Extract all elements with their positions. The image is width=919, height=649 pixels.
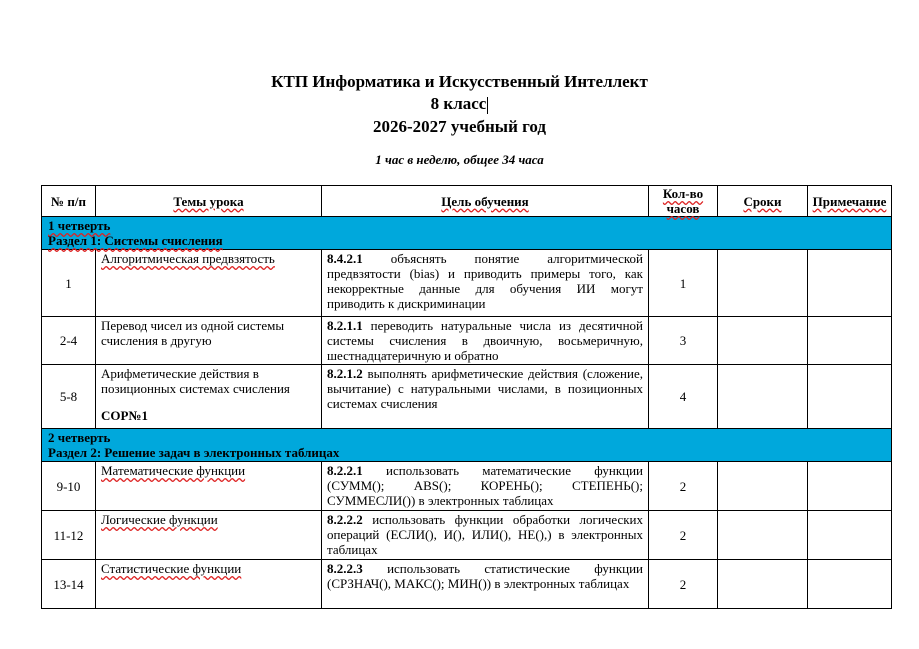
table-row [42,462,892,511]
goal-text: выполнять арифметические действия (сложение, вычитание) с натуральными числами, в позиционных системах счисления [327,366,643,411]
row-num: 5-8 [42,365,96,429]
section-title: Раздел 2: Решение задач в электронных таблицах [48,445,340,460]
goal-code: 8.2.1.2 [327,366,363,381]
goal-text: использовать функции обработки логических операций (ЕСЛИ(), И(), ИЛИ(), НЕ(),) в электронных таблицах [327,512,644,557]
table-row [42,511,892,560]
section-cell [42,429,892,462]
header-goal [322,186,649,217]
topic-text: Арифметические действия в позиционных системах счисления [101,366,290,396]
header-hours-label: Кол-во часов [662,186,704,216]
goal-text: объяснять понятие алгоритмической предвзятости (bias) и приводить примеры того, как некорректные данные для обучения ИИ могут приводить к дискриминации [327,251,644,311]
header-notes [808,186,892,217]
row-num: 9-10 [42,462,96,511]
row-goal [322,250,649,317]
row-hours: 2 [649,560,718,609]
assessment-label: СОР№1 [101,408,149,423]
row-notes [808,560,892,609]
row-num: 1 [42,250,96,317]
header-topic [96,186,322,217]
header-goal-label: Цель обучения [441,193,529,209]
row-notes [808,365,892,429]
table-header-row [42,186,892,217]
section-title: Раздел 1: Системы счисления [48,233,223,248]
row-goal [322,511,649,560]
header-notes-label: Примечание [812,193,887,209]
goal-code: 8.2.1.1 [327,318,363,333]
header-dates [718,186,808,217]
row-goal [322,560,649,609]
quarter-label: 1 четверть [48,218,111,233]
row-dates [718,560,808,609]
row-topic [96,462,322,511]
row-notes [808,511,892,560]
class-label: 8 класс [430,94,487,113]
row-topic [96,511,322,560]
header-num: № п/п [42,186,96,217]
row-topic [96,560,322,609]
section-row [42,429,892,462]
row-hours: 1 [649,250,718,317]
row-hours: 2 [649,462,718,511]
row-goal [322,317,649,365]
header-dates-label: Сроки [743,193,782,209]
row-hours: 3 [649,317,718,365]
row-num: 13-14 [42,560,96,609]
row-notes [808,317,892,365]
topic-text: Математические функции [101,463,246,478]
goal-code: 8.2.2.1 [327,463,363,478]
goal-code: 8.4.2.1 [327,251,363,266]
row-dates [718,317,808,365]
row-dates [718,250,808,317]
row-goal [322,365,649,429]
row-num: 11-12 [42,511,96,560]
row-num: 2-4 [42,317,96,365]
row-notes [808,250,892,317]
row-topic: Перевод чисел из одной системы счисления в другую [96,317,322,365]
header-hours [649,186,718,217]
header-topic-label: Темы урока [173,193,244,209]
school-year: 2026-2027 учебный год [372,117,547,136]
curriculum-table [41,185,892,609]
goal-text: переводить натуральные числа из десятичной системы счисления в двоичную, восьмеричную, шестнадцатеричную и обратно [327,318,643,363]
text-cursor [487,97,488,114]
row-goal [322,462,649,511]
row-dates [718,511,808,560]
topic-text: Логические функции [101,512,218,527]
row-dates [718,365,808,429]
row-dates [718,462,808,511]
quarter-label: 2 четверть [48,430,111,445]
row-topic [96,250,322,317]
table-row [42,365,892,429]
goal-text: использовать статистические функции (СРЗНАЧ(), МАКС(); МИН()) в электронных таблицах [327,561,644,591]
table-row [42,560,892,609]
row-topic [96,365,322,429]
row-notes [808,462,892,511]
table-row [42,317,892,365]
row-hours: 4 [649,365,718,429]
topic-text: Статистические функции [101,561,242,576]
topic-text: Алгоритмическая предвзятость [101,251,275,266]
goal-text: использовать математические функции (СУММ(); ABS(); КОРЕНЬ(); СТЕПЕНЬ(); СУММЕСЛИ()) в электронных таблицах [327,463,644,508]
table-row [42,250,892,317]
hours-summary: 1 час в неделю, общее 34 часа [375,152,544,167]
section-cell [42,217,892,250]
goal-code: 8.2.2.2 [327,512,363,527]
section-row [42,217,892,250]
document-title: КТП Информатика и Искусственный Интеллект [271,72,648,91]
row-hours: 2 [649,511,718,560]
class-line [0,93,919,115]
goal-code: 8.2.2.3 [327,561,363,576]
